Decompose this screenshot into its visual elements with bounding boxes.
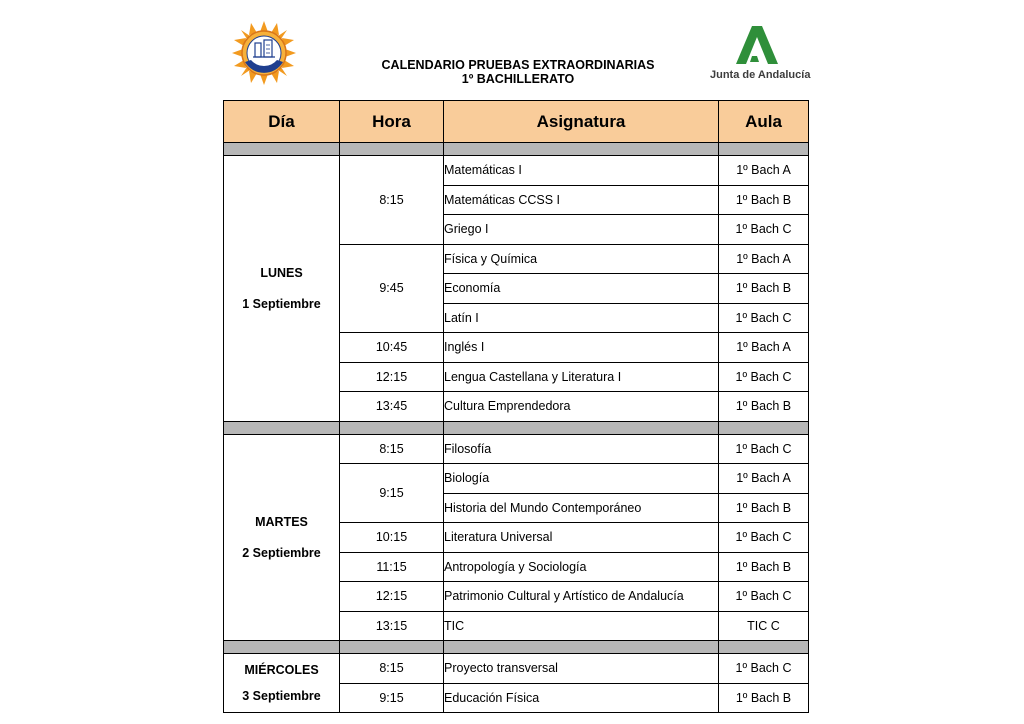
sun-emblem-icon — [231, 20, 297, 86]
column-header-dia: Día — [224, 101, 340, 143]
room-cell: 1º Bach B — [719, 392, 809, 422]
subject-cell: Historia del Mundo Contemporáneo — [444, 493, 719, 523]
table-row — [224, 434, 809, 464]
room-cell: 1º Bach A — [719, 156, 809, 186]
subject-cell: Antropología y Sociología — [444, 552, 719, 582]
subject-cell: Latín I — [444, 303, 719, 333]
room-cell: 1º Bach C — [719, 362, 809, 392]
time-cell: 8:15 — [340, 434, 444, 464]
time-cell: 10:45 — [340, 333, 444, 363]
junta-andalucia-emblem-icon — [706, 24, 814, 68]
document-title: CALENDARIO PRUEBAS EXTRAORDINARIAS — [381, 58, 655, 72]
room-cell: 1º Bach B — [719, 493, 809, 523]
table-row — [224, 654, 809, 684]
column-header-hora: Hora — [340, 101, 444, 143]
subject-cell: Física y Química — [444, 244, 719, 274]
time-cell: 8:15 — [340, 156, 444, 245]
room-cell: 1º Bach B — [719, 185, 809, 215]
room-cell: 1º Bach C — [719, 215, 809, 245]
day-cell-miercoles — [224, 654, 340, 713]
day-date: 3 Septiembre — [242, 689, 321, 703]
subject-cell: Griego I — [444, 215, 719, 245]
time-cell: 8:15 — [340, 654, 444, 684]
time-cell: 9:15 — [340, 464, 444, 523]
time-cell: 12:15 — [340, 582, 444, 612]
room-cell: 1º Bach C — [719, 582, 809, 612]
exam-schedule-table — [223, 100, 809, 713]
junta-andalucia-text: Junta de Andalucía — [710, 69, 811, 81]
room-cell: 1º Bach A — [719, 333, 809, 363]
room-cell: 1º Bach A — [719, 244, 809, 274]
room-cell: 1º Bach C — [719, 654, 809, 684]
day-date: 2 Septiembre — [242, 545, 321, 560]
subject-cell: Educación Física — [444, 683, 719, 713]
time-cell: 10:15 — [340, 523, 444, 553]
day-name: MARTES — [255, 514, 308, 529]
subject-cell: Patrimonio Cultural y Artístico de Andalucía — [444, 582, 719, 612]
subject-cell: Biología — [444, 464, 719, 494]
school-logo — [231, 20, 297, 86]
subject-cell: Proyecto transversal — [444, 654, 719, 684]
separator-row — [224, 143, 809, 156]
table-row — [224, 156, 809, 186]
subject-cell: Cultura Emprendedora — [444, 392, 719, 422]
separator-row — [224, 421, 809, 434]
time-cell: 11:15 — [340, 552, 444, 582]
subject-cell: Economía — [444, 274, 719, 304]
time-cell: 9:15 — [340, 683, 444, 713]
room-cell: 1º Bach B — [719, 274, 809, 304]
room-cell: 1º Bach B — [719, 683, 809, 713]
subject-cell: Filosofía — [444, 434, 719, 464]
junta-andalucia-logo — [706, 24, 814, 86]
room-cell: 1º Bach A — [719, 464, 809, 494]
room-cell: 1º Bach C — [719, 303, 809, 333]
subject-cell: Matemáticas CCSS I — [444, 185, 719, 215]
room-cell: 1º Bach B — [719, 552, 809, 582]
column-header-asignatura: Asignatura — [444, 101, 719, 143]
day-cell-martes — [224, 434, 340, 641]
column-header-aula: Aula — [719, 101, 809, 143]
subject-cell: Literatura Universal — [444, 523, 719, 553]
time-cell: 13:15 — [340, 611, 444, 641]
day-name: MIÉRCOLES — [244, 663, 319, 677]
subject-cell: Matemáticas I — [444, 156, 719, 186]
day-cell-lunes — [224, 156, 340, 422]
table-header-row — [224, 101, 809, 143]
subject-cell: Inglés I — [444, 333, 719, 363]
time-cell: 9:45 — [340, 244, 444, 333]
document-subtitle: 1º BACHILLERATO — [461, 72, 575, 86]
time-cell: 12:15 — [340, 362, 444, 392]
day-date: 1 Septiembre — [242, 296, 321, 311]
room-cell: 1º Bach C — [719, 434, 809, 464]
room-cell: TIC C — [719, 611, 809, 641]
separator-row — [224, 641, 809, 654]
room-cell: 1º Bach C — [719, 523, 809, 553]
subject-cell: TIC — [444, 611, 719, 641]
subject-cell: Lengua Castellana y Literatura I — [444, 362, 719, 392]
day-name: LUNES — [260, 265, 303, 280]
time-cell: 13:45 — [340, 392, 444, 422]
